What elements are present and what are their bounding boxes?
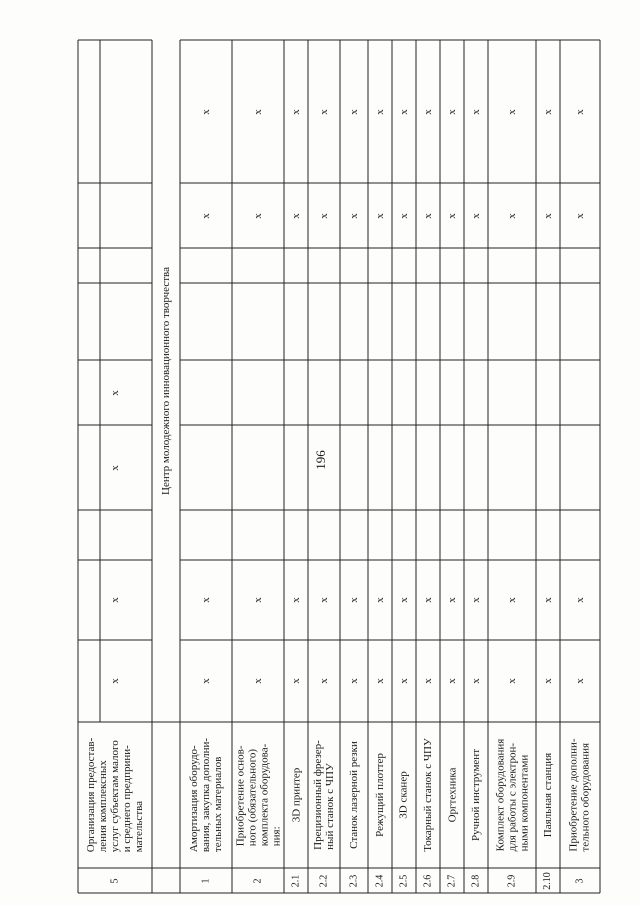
mark-cell (536, 183, 560, 248)
mark-cell-text: x (446, 212, 458, 219)
mark-cell-text: x (318, 597, 330, 603)
row-number (180, 868, 232, 893)
mark-cell (284, 560, 308, 640)
mark-cell (488, 560, 536, 640)
mark-cell-text: x (290, 678, 302, 684)
mark-cell-text: x (200, 678, 212, 684)
mark-cell-text: x (348, 212, 360, 219)
mark-cell-text: x (470, 678, 482, 684)
mark-cell (416, 40, 440, 183)
mark-cell-text: x (348, 597, 360, 603)
row-name (368, 722, 392, 868)
mark-cell-text: x (318, 678, 330, 684)
row-number-text: 1 (200, 878, 211, 883)
row-name-text: Оргтехника (446, 767, 458, 823)
row-number-text: 2.1 (290, 874, 301, 887)
mark-cell-text: x (290, 108, 302, 115)
mark-cell-text: x (109, 389, 121, 396)
mark-cell (488, 640, 536, 722)
mark-cell-text: x (290, 597, 302, 603)
row-number-text: 2 (252, 878, 263, 883)
row-number-text: 2.2 (318, 874, 329, 887)
row-name-text: Паяльная станция (542, 752, 554, 838)
mark-cell-text: x (252, 212, 264, 219)
row-number-text: 2.7 (446, 874, 457, 887)
mark-cell (340, 560, 368, 640)
mark-cell-text: x (374, 678, 386, 684)
mark-cell-text: x (398, 678, 410, 684)
mark-cell (180, 560, 232, 640)
mark-cell (464, 183, 488, 248)
mark-cell (232, 183, 284, 248)
mark-cell-text: x (542, 108, 554, 115)
row-name (392, 722, 416, 868)
mark-cell-text: x (374, 212, 386, 219)
row-number (232, 868, 284, 893)
mark-cell (488, 40, 536, 183)
mark-cell (232, 40, 284, 183)
page-number: 196 (313, 450, 328, 470)
mark-cell-text: x (574, 212, 586, 219)
mark-cell (464, 640, 488, 722)
row-name (340, 722, 368, 868)
mark-cell (232, 560, 284, 640)
row-number (284, 868, 308, 893)
mark-cell (308, 40, 340, 183)
mark-cell (340, 183, 368, 248)
section-title-text: Центр молодежного инновационного творчества (160, 267, 172, 495)
row-number (464, 868, 488, 893)
row-name-text: 3D сканер (398, 771, 410, 819)
mark-cell (284, 183, 308, 248)
row-number-text: 2.6 (422, 874, 433, 887)
mark-cell (392, 40, 416, 183)
mark-cell (78, 360, 152, 425)
mark-cell-text: x (542, 597, 554, 603)
mark-cell (78, 560, 152, 640)
mark-cell-text: x (446, 597, 458, 603)
row-name (464, 722, 488, 868)
row-number (308, 868, 340, 893)
row-number (368, 868, 392, 893)
mark-cell-text: x (542, 212, 554, 219)
mark-cell (180, 640, 232, 722)
row-name (78, 722, 152, 868)
mark-cell (308, 183, 340, 248)
mark-cell (368, 640, 392, 722)
mark-cell (284, 40, 308, 183)
mark-cell-text: x (200, 212, 212, 219)
mark-cell (560, 560, 600, 640)
mark-cell-text: x (470, 212, 482, 219)
row-name-text: Приобретение основ- ного (обязательного) комплекта оборудова- ния: (234, 743, 282, 847)
mark-cell (284, 640, 308, 722)
mark-cell (392, 640, 416, 722)
mark-cell (368, 560, 392, 640)
mark-cell-text: x (446, 108, 458, 115)
mark-cell-text: x (200, 597, 212, 603)
row-name-text: Прецизионный фрезер- ный станок с ЧПУ (312, 740, 337, 850)
row-number (340, 868, 368, 893)
mark-cell (440, 640, 464, 722)
mark-cell-text: x (374, 108, 386, 115)
mark-cell-text: x (252, 597, 264, 603)
row-name-text: Организация предостав- ления комплексных услуг субъектам малого и среднего предприни- мательства (85, 737, 146, 853)
row-name (232, 722, 284, 868)
row-name (488, 722, 536, 868)
mark-cell-text: x (506, 108, 518, 115)
row-name-text: Амортизация оборудо- вания, закупка дополни- тельных материалов (188, 737, 224, 853)
row-number (416, 868, 440, 893)
mark-cell-text: x (422, 597, 434, 603)
mark-cell (340, 640, 368, 722)
row-name-text: Станок лазерной резки (348, 741, 360, 849)
row-name-text: Токарный станок с ЧПУ (422, 738, 435, 852)
mark-cell-text: x (290, 212, 302, 219)
mark-cell-text: x (574, 678, 586, 684)
mark-cell (536, 640, 560, 722)
mark-cell (440, 40, 464, 183)
row-number-text: 2.5 (398, 874, 409, 887)
mark-cell-text: x (574, 108, 586, 115)
row-number (440, 868, 464, 893)
mark-cell (368, 183, 392, 248)
mark-cell-text: x (446, 678, 458, 684)
mark-cell (536, 40, 560, 183)
mark-cell (560, 183, 600, 248)
row-name (284, 722, 308, 868)
mark-cell-text: x (348, 678, 360, 684)
row-name-text: Ручной инструмент (470, 748, 482, 842)
mark-cell (180, 40, 232, 183)
mark-cell (440, 560, 464, 640)
row-number-text: 2.4 (374, 874, 385, 887)
row-name-text: Комплект оборудования для работы с электрон- ными компонентами (494, 738, 530, 852)
mark-cell-text: x (109, 597, 121, 603)
mark-cell-text: x (470, 597, 482, 603)
row-name (416, 722, 440, 868)
mark-cell (308, 560, 340, 640)
mark-cell (392, 183, 416, 248)
mark-cell-text: x (398, 597, 410, 603)
mark-cell-text: x (422, 212, 434, 219)
mark-cell (536, 560, 560, 640)
mark-cell (340, 40, 368, 183)
mark-cell-text: x (252, 108, 264, 115)
mark-cell-text: x (506, 678, 518, 684)
mark-cell-text: x (200, 108, 212, 115)
mark-cell (392, 560, 416, 640)
mark-cell (180, 183, 232, 248)
row-name-text: Режущий плоттер (374, 753, 386, 837)
mark-cell-text: x (542, 678, 554, 684)
row-number-text: 2.10 (542, 871, 553, 890)
row-number-text: 3 (574, 878, 585, 883)
row-name (440, 722, 464, 868)
mark-cell-text: x (470, 108, 482, 115)
row-number (392, 868, 416, 893)
section-title (152, 40, 180, 722)
mark-cell (488, 183, 536, 248)
mark-cell-text: x (506, 597, 518, 603)
mark-cell-text: x (506, 212, 518, 219)
mark-cell (368, 40, 392, 183)
mark-cell-text: x (318, 108, 330, 115)
mark-cell (464, 560, 488, 640)
mark-cell (78, 640, 152, 722)
mark-cell (78, 425, 152, 510)
mark-cell-text: x (374, 597, 386, 603)
row-number-text: 2.3 (348, 874, 359, 887)
mark-cell-text: x (318, 212, 330, 219)
row-number-text: 2.9 (506, 874, 517, 887)
row-name (536, 722, 560, 868)
mark-cell (560, 40, 600, 183)
mark-cell-text: x (109, 678, 121, 684)
row-number-text: 2.8 (470, 874, 481, 887)
mark-cell-text: x (398, 212, 410, 219)
mark-cell-text: x (348, 108, 360, 115)
row-number (488, 868, 536, 893)
mark-cell (232, 640, 284, 722)
mark-cell-text: x (398, 108, 410, 115)
row-number-text: 5 (109, 878, 120, 883)
row-name-text: Приобретение дополни- тельного оборудования (568, 738, 593, 852)
row-name (180, 722, 232, 868)
row-number (536, 868, 560, 893)
row-name-text: 3D принтер (290, 767, 303, 823)
mark-cell-text: x (109, 464, 121, 471)
row-number (560, 868, 600, 893)
mark-cell (416, 183, 440, 248)
mark-cell (416, 560, 440, 640)
mark-cell-text: x (252, 678, 264, 684)
mark-cell-text: x (574, 597, 586, 603)
mark-cell (464, 40, 488, 183)
row-number (78, 868, 152, 893)
mark-cell (440, 183, 464, 248)
mark-cell-text: x (422, 678, 434, 684)
mark-cell-text: x (422, 108, 434, 115)
mark-cell (308, 640, 340, 722)
row-name (308, 722, 340, 868)
mark-cell (416, 640, 440, 722)
mark-cell (560, 640, 600, 722)
row-name (560, 722, 600, 868)
